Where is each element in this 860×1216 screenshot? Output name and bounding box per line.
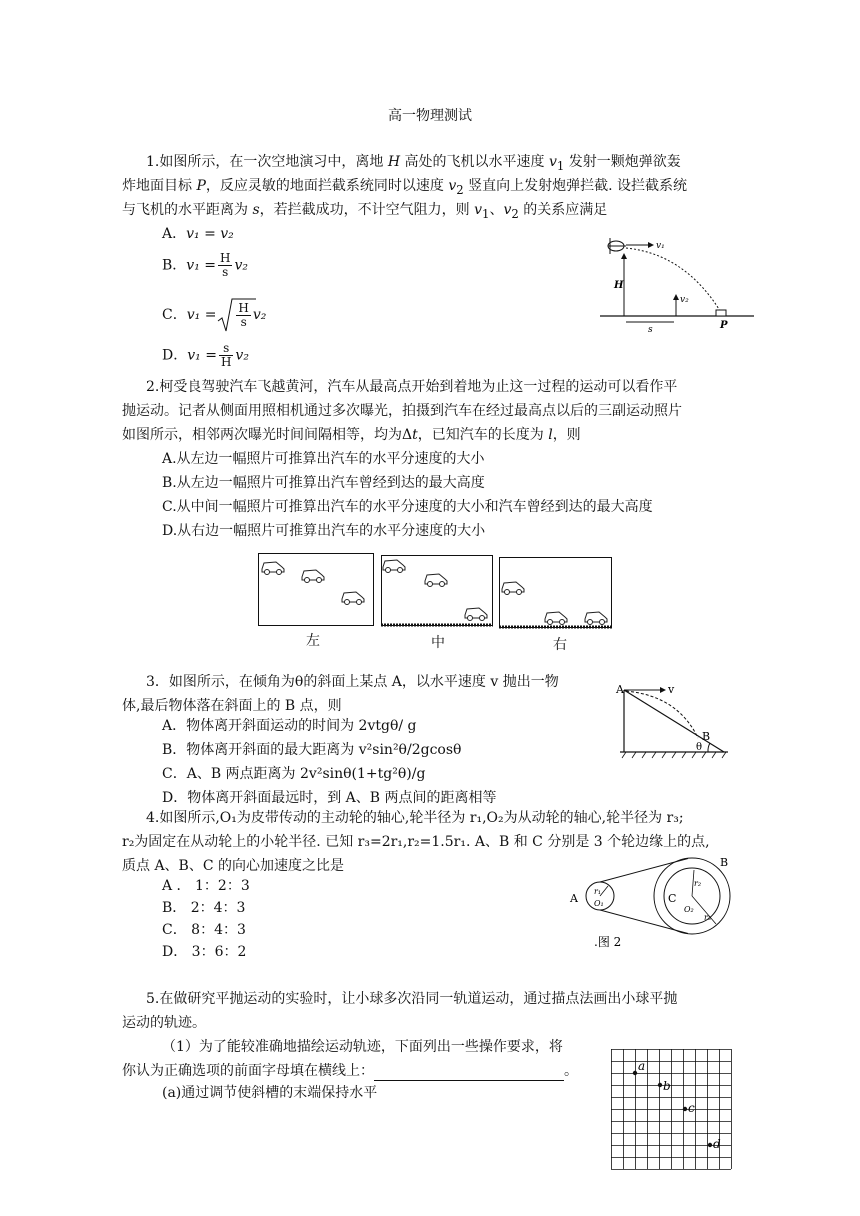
fraction: $\frac{H}{s}$	[238, 300, 249, 329]
q3-option-d: D．物体离开斜面最远时，到 A、B 两点间的距离相等	[162, 790, 497, 806]
q3-line-2: 体,最后物体落在斜面上的 B 点，则	[122, 698, 342, 714]
q5-line-1: 5.在做研究平抛运动的实验时，让小球多次沿同一轨道运动，通过描点法画出小球平抛	[146, 991, 678, 1007]
q3-option-b: B．物体离开斜面的最大距离为 v²sin²θ/2gcosθ	[162, 742, 462, 758]
svg-text:v₁: v₁	[656, 241, 665, 251]
svg-text:b: b	[663, 1079, 671, 1093]
fraction: $\frac{H}{s}$	[220, 251, 231, 279]
svg-text:B: B	[702, 730, 711, 743]
svg-text:O₁: O₁	[594, 899, 604, 908]
q5-grid-figure	[611, 1049, 741, 1173]
svg-text:r₁: r₁	[594, 887, 602, 896]
svg-text:A: A	[570, 892, 578, 905]
q1-line-2: 炸地面目标 P，反应灵敏的地面拦截系统同时以速度 $v_2$ 竖直向上发射炮弹拦截. 设拦截系统	[122, 178, 688, 197]
svg-text:θ: θ	[696, 742, 703, 753]
sqrt-symbol	[216, 297, 234, 333]
caption-middle: 中	[431, 635, 445, 651]
svg-text:C: C	[668, 892, 677, 905]
page-title: 高一物理测试	[388, 108, 472, 124]
svg-text:d: d	[713, 1137, 721, 1151]
q1-option-c: C．v₁ = $\frac{H}{s}$ v₂	[162, 297, 266, 333]
grid-point-d	[708, 1143, 712, 1147]
q5-line-3: （1）为了能较准确地描绘运动轨迹，下面列出一些操作要求，将	[162, 1039, 563, 1055]
q4-option-d: D． 3：6：2	[162, 944, 247, 960]
q4-line-2: r₂为固定在从动轮上的小轮半径. 已知 r₃=2r₁,r₂=1.5r₁. A、B 和 C 分别是 3 个轮边缘上的点,	[122, 834, 710, 850]
q2-option-b: B.从左边一幅照片可推算出汽车曾经到达的最大高度	[162, 475, 485, 491]
svg-text:O₂: O₂	[684, 905, 694, 914]
q3-option-c: C．A、B 两点距离为 2v²sinθ(1+tg²θ)/g	[162, 766, 426, 782]
sqrt-icon	[216, 297, 234, 333]
q4-line-3: 质点 A、B、C 的向心加速度之比是	[122, 858, 345, 874]
photo-right	[499, 557, 612, 631]
photo-middle	[381, 555, 493, 629]
svg-text:v₂: v₂	[680, 295, 689, 305]
q2-option-c: C.从中间一幅照片可推算出汽车的水平分速度的大小和汽车曾经到达的最大高度	[162, 499, 653, 515]
q1-option-d: D．v₁ = $\frac{s}{H}$ v₂	[162, 341, 249, 369]
svg-text:.图 2: .图 2	[594, 935, 622, 949]
svg-text:B: B	[720, 856, 729, 869]
q5-line-4: 你认为正确选项的前面字母填在横线上： 。	[122, 1063, 578, 1079]
q1-line-3: 与飞机的水平距离为 s，若拦截成功，不计空气阻力，则 $v_1$、$v_2$ 的关系应满足	[122, 202, 608, 221]
q2-option-a: A.从左边一幅照片可推算出汽车的水平分速度的大小	[162, 451, 485, 467]
caption-left: 左	[306, 633, 320, 649]
photo-left	[258, 553, 374, 627]
q3-line-1: 3．如图所示，在倾角为θ的斜面上某点 A，以水平速度 v 抛出一物	[146, 674, 559, 690]
answer-blank[interactable]	[374, 1066, 564, 1081]
q1-option-a: A．v₁ = v₂	[162, 226, 234, 242]
svg-text:H: H	[614, 280, 624, 291]
caption-right: 右	[553, 637, 567, 653]
svg-text:P: P	[720, 320, 728, 331]
q4-option-b: B． 2：4：3	[162, 900, 246, 916]
q4-pulley-figure	[570, 858, 750, 948]
svg-text:s: s	[648, 325, 653, 335]
q4-option-c: C． 8：4：3	[162, 922, 246, 938]
q1-line-1: 1.如图所示，在一次空地演习中，离地 H 高处的飞机以水平速度 $v_1$ 发射一颗炮弹欲轰	[146, 154, 681, 173]
q2-line-2: 抛运动。记者从侧面用照相机通过多次曝光，拍摄到汽车在经过最高点以后的三副运动照片	[122, 403, 682, 419]
fraction: $\frac{s}{H}$	[220, 341, 232, 369]
q2-line-1: 2.柯受良驾驶汽车飞越黄河，汽车从最高点开始到着地为止这一过程的运动可以看作平	[146, 379, 678, 395]
q1-option-b: B．v₁ = $\frac{H}{s}$ v₂	[162, 251, 248, 279]
svg-text:c: c	[688, 1101, 695, 1115]
airplane-icon	[608, 238, 626, 254]
grid-point-b	[658, 1083, 662, 1087]
grid-point-a	[633, 1071, 637, 1075]
q1-figure	[596, 232, 756, 335]
q5-line-2: 运动的轨迹。	[122, 1015, 206, 1031]
q2-line-3: 如图所示，相邻两次曝光时间间隔相等，均为Δt，已知汽车的长度为 l，则	[122, 427, 581, 443]
grid-point-c	[683, 1107, 687, 1111]
svg-text:r₃: r₃	[704, 913, 712, 922]
q5-item-a: (a)通过调节使斜槽的末端保持水平	[162, 1085, 378, 1101]
q4-option-a: A ． 1：2：3	[162, 878, 250, 894]
svg-text:r₂: r₂	[694, 879, 702, 888]
svg-text:v: v	[668, 683, 675, 696]
q4-line-1: 4.如图所示,O₁为皮带传动的主动轮的轴心,轮半径为 r₁,O₂为从动轮的轴心,轮半径为 r₃;	[146, 810, 684, 826]
q3-option-a: A．物体离开斜面运动的时间为 2vtgθ/ g	[162, 718, 417, 734]
q2-option-d: D.从右边一幅照片可推算出汽车的水平分速度的大小	[162, 523, 486, 539]
svg-text:a: a	[638, 1059, 646, 1073]
q3-incline-figure	[616, 680, 730, 762]
svg-text:A: A	[616, 683, 624, 696]
